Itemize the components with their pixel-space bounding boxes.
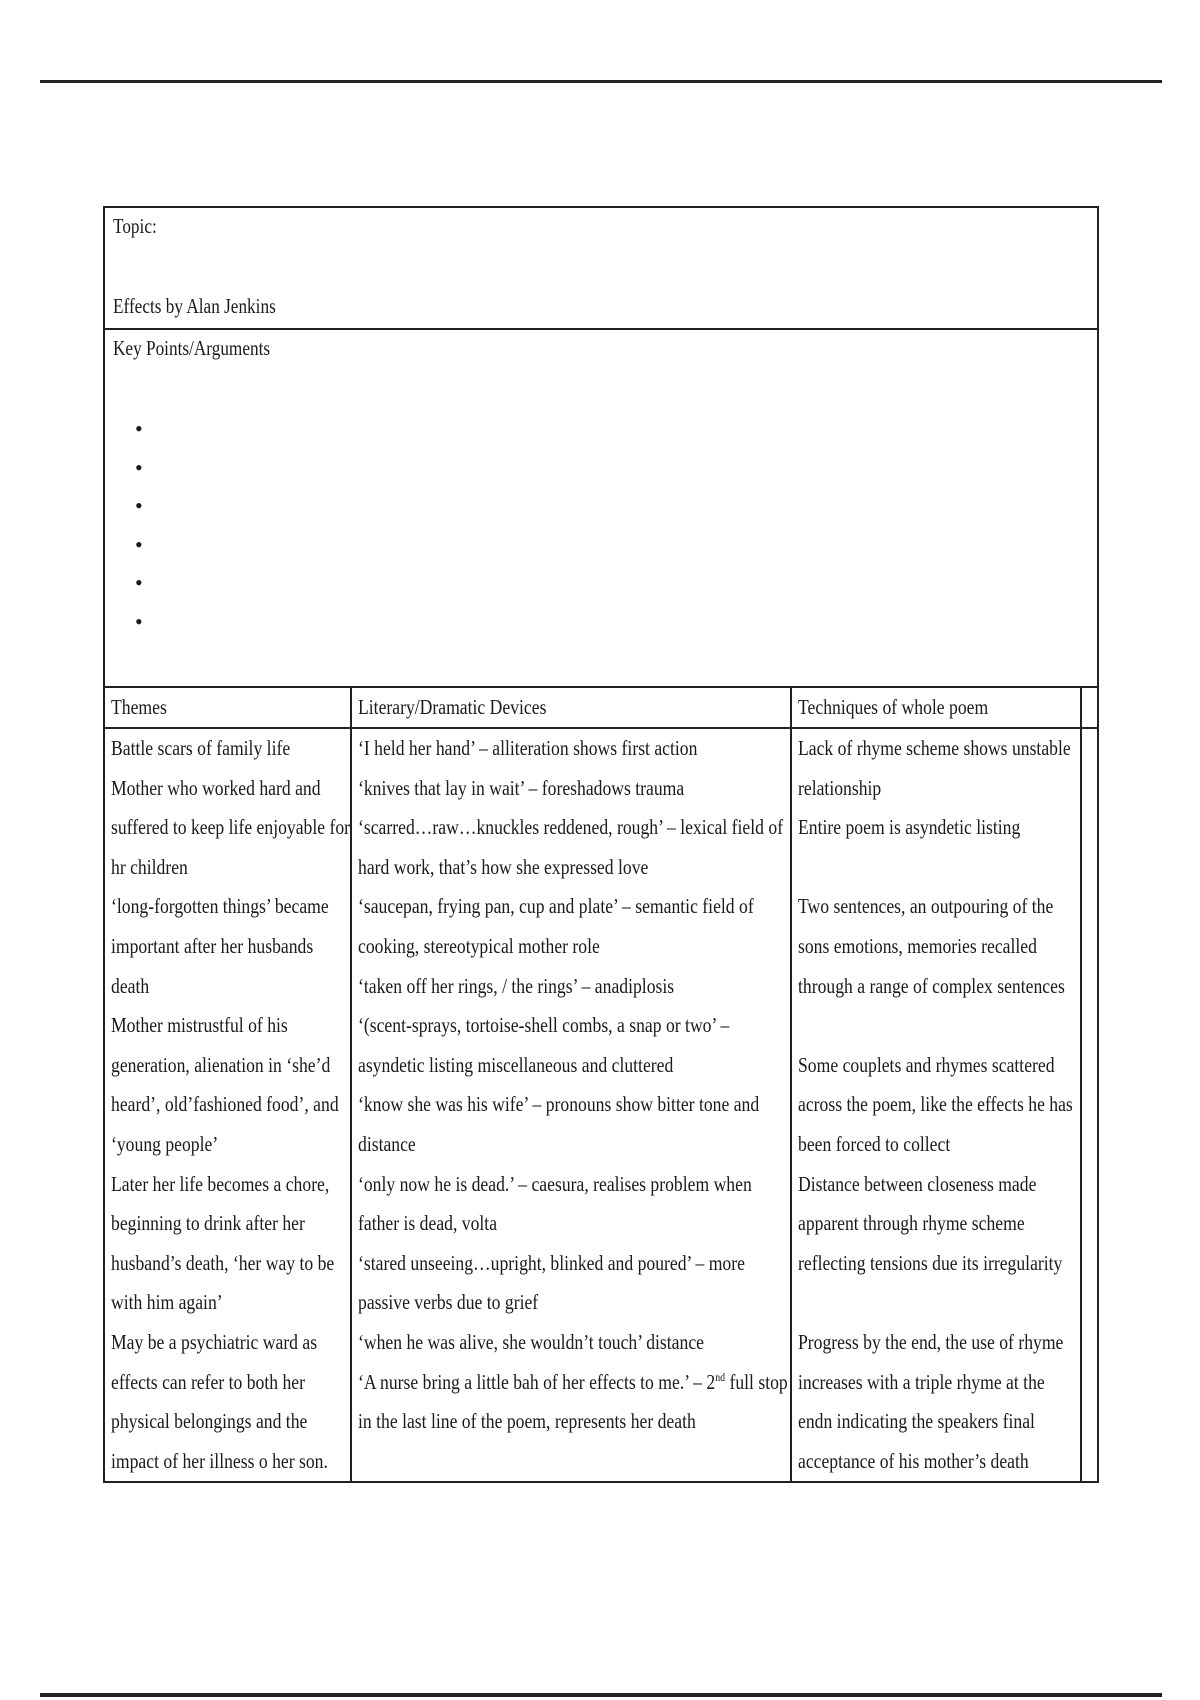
technique-line: through a range of complex sentences (798, 973, 1065, 998)
theme-line: Battle scars of family life (111, 736, 291, 760)
device-line: ‘scarred…raw…knuckles reddened, rough’ – lexical field of (358, 815, 784, 840)
technique-line: Some couplets and rhymes scattered (798, 1052, 1055, 1077)
technique-line: been forced to collect (798, 1131, 951, 1156)
theme-line: death (111, 973, 150, 998)
device-line: ‘only now he is dead.’ – caesura, realises problem when (358, 1171, 752, 1196)
device-line: father is dead, volta (358, 1211, 498, 1236)
bullet-point: • (135, 531, 143, 557)
theme-line: May be a psychiatric ward as (111, 1329, 318, 1354)
techniques-header: Techniques of whole poem (791, 688, 1081, 728)
technique-line: Distance between closeness made (798, 1171, 1037, 1196)
techniques-cell (791, 728, 1081, 1481)
technique-line (798, 1283, 1074, 1323)
technique-line: endn indicating the speakers final (798, 1409, 1035, 1434)
theme-line: hr children (111, 854, 188, 879)
device-line: ‘knives that lay in wait’ – foreshadows trauma (358, 775, 685, 800)
spacer-header (1081, 688, 1097, 728)
technique-line (798, 848, 1074, 888)
device-line: ‘stared unseeing…upright, blinked and poured’ – more (358, 1250, 745, 1275)
device-line: passive verbs due to grief (358, 1290, 539, 1315)
device-line: hard work, that’s how she expressed love (358, 854, 649, 879)
theme-line: effects can refer to both her (111, 1369, 305, 1394)
ordinal-tail: full stop (725, 1369, 788, 1394)
bullet-point: • (135, 493, 143, 519)
table-header-row (105, 688, 1097, 728)
theme-line: Later her life becomes a chore, (111, 1171, 330, 1196)
key-points-box (105, 330, 1097, 688)
theme-line: husband’s death, ‘her way to be (111, 1250, 335, 1275)
themes-header: Themes (105, 688, 351, 728)
device-line: ‘know she was his wife’ – pronouns show bitter tone and (358, 1092, 760, 1117)
theme-line: ‘long-forgotten things’ became (111, 894, 329, 919)
technique-line: Entire poem is asyndetic listing (798, 815, 1021, 840)
topic-label: Topic: (113, 214, 157, 238)
device-line: ‘when he was alive, she wouldn’t touch’ distance (358, 1329, 704, 1354)
theme-line: Mother mistrustful of his (111, 1013, 288, 1038)
device-line: cooking, stereotypical mother role (358, 933, 600, 958)
theme-line: beginning to drink after her (111, 1211, 305, 1236)
devices-cell (351, 728, 791, 1481)
device-line: ‘A nurse bring a little bah of her effects to me.’ – 2nd full stop (358, 1369, 788, 1394)
devices-header: Literary/Dramatic Devices (351, 688, 791, 728)
theme-line: heard’, old’fashioned food’, and (111, 1092, 339, 1117)
device-line: asyndetic listing miscellaneous and cluttered (358, 1052, 674, 1077)
revision-sheet (103, 206, 1099, 1483)
device-line: ‘taken off her rings, / the rings’ – anadiplosis (358, 973, 675, 998)
technique-line: increases with a triple rhyme at the (798, 1369, 1045, 1394)
device-line: in the last line of the poem, represents her death (358, 1409, 696, 1434)
technique-line: Lack of rhyme scheme shows unstable (798, 736, 1071, 760)
technique-line: Two sentences, an outpouring of the (798, 894, 1054, 919)
theme-line: impact of her illness o her son. (111, 1448, 328, 1473)
key-points-list (135, 418, 143, 650)
topic-title: Effects by Alan Jenkins (113, 294, 276, 318)
analysis-table (105, 688, 1097, 1481)
bullet-point: • (135, 416, 143, 441)
theme-line: generation, alienation in ‘she’d (111, 1052, 331, 1077)
device-line: ‘I held her hand’ – alliteration shows first action (358, 736, 698, 760)
spacer-cell (1081, 728, 1097, 1481)
theme-line: with him again’ (111, 1290, 223, 1315)
technique-line: Progress by the end, the use of rhyme (798, 1329, 1064, 1354)
theme-line: important after her husbands (111, 933, 314, 958)
device-line: distance (358, 1131, 416, 1156)
technique-line: relationship (798, 775, 882, 800)
key-points-label: Key Points/Arguments (113, 336, 271, 360)
themes-cell (105, 728, 351, 1481)
bullet-point: • (135, 570, 143, 596)
bullet-point: • (135, 454, 143, 480)
table-row (105, 728, 1097, 1481)
device-line: ‘(scent-sprays, tortoise-shell combs, a snap or two’ – (358, 1013, 730, 1038)
bullet-point: • (135, 608, 143, 634)
technique-line: sons emotions, memories recalled (798, 933, 1037, 958)
technique-line (798, 1006, 1074, 1046)
header-rule (40, 80, 1162, 83)
technique-line: acceptance of his mother’s death (798, 1448, 1029, 1473)
technique-line: across the poem, like the effects he has (798, 1092, 1073, 1117)
footer-rule (40, 1693, 1162, 1697)
topic-box (105, 208, 1097, 330)
device-line: ‘saucepan, frying pan, cup and plate’ – semantic field of (358, 894, 754, 919)
ordinal-superscript: nd (715, 1369, 726, 1384)
theme-line: suffered to keep life enjoyable for (111, 815, 351, 840)
theme-line: physical belongings and the (111, 1409, 308, 1434)
technique-line: reflecting tensions due its irregularity (798, 1250, 1063, 1275)
technique-line: apparent through rhyme scheme (798, 1211, 1025, 1236)
theme-line: Mother who worked hard and (111, 775, 321, 800)
theme-line: ‘young people’ (111, 1131, 219, 1156)
